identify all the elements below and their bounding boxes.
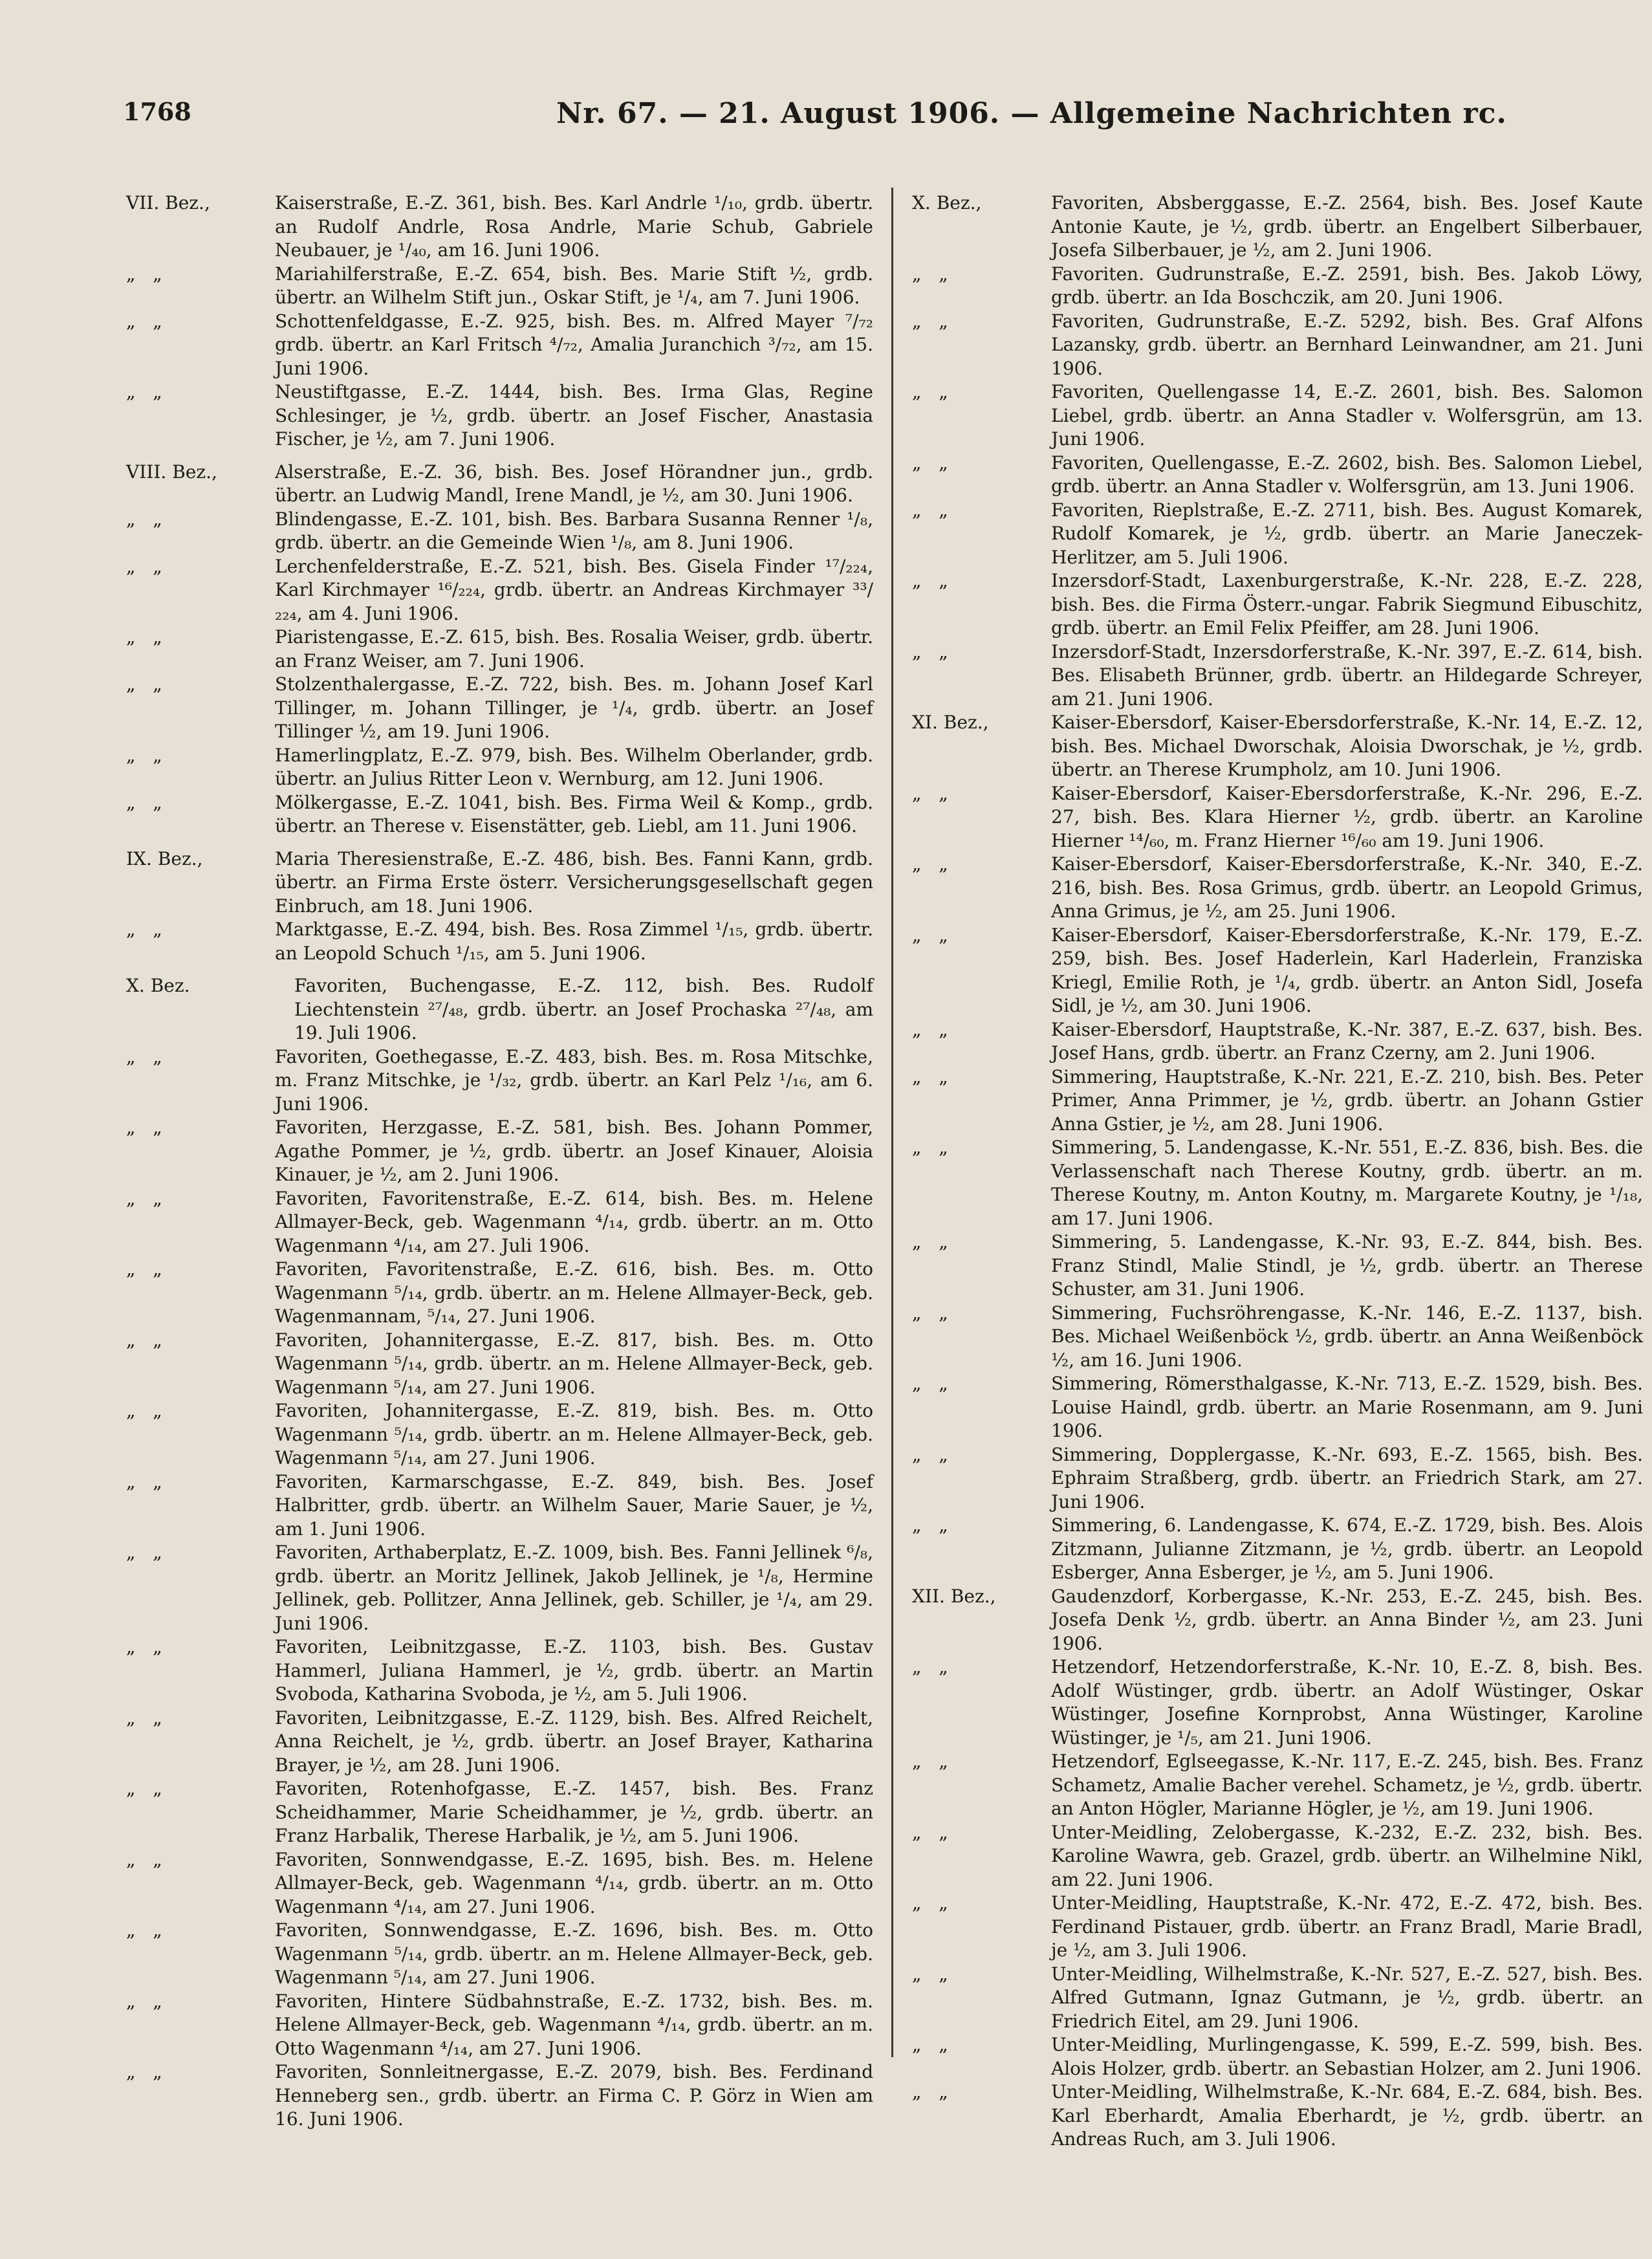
entry-text: Kaiser-Ebersdorf, Kaiser-Ebersdorferstraße, K.-Nr. 179, E.-Z. 259, bish. Bes. Josef Haderlein, Karl Haderlein, Franziska Kriegl, Emilie Roth, je ¹/₄, grdb. übertr. an Anton Sidl, Josefa Sidl, je ½, am 30. Juni 1906. (1051, 924, 1643, 1016)
register-entry (912, 1821, 1643, 1892)
entry-text: Favoriten, Rieplstraße, E.-Z. 2711, bish. Bes. August Komarek, Rudolf Komarek, je ½, grdb. übertr. an Marie Janeczek-Herlitzer, am 5. Juli 1906. (1051, 499, 1643, 568)
register-entry (912, 1655, 1643, 1750)
entry-text: Mölkergasse, E.-Z. 1041, bish. Bes. Firma Weil & Komp., grdb. übertr. an Therese v. Eisenstätter, geb. Liebl, am 11. Juni 1906. (275, 791, 873, 836)
register-entry (126, 626, 873, 673)
district-label: „ „ (126, 744, 162, 766)
entry-text: Hetzendorf, Eglseegasse, K.-Nr. 117, E.-Z. 245, bish. Bes. Franz Schametz, Amalie Bacher verehel. Schametz, je ½, grdb. übertr. an Anton Högler, Marianne Högler, je ½, am 19. Juni 1906. (1051, 1751, 1643, 1819)
district-label: „ „ (912, 1514, 948, 1536)
register-entry (126, 918, 873, 965)
district-label: „ „ (912, 1963, 948, 1985)
register-entry (126, 2060, 873, 2132)
entry-text: Marktgasse, E.-Z. 494, bish. Bes. Rosa Zimmel ¹/₁₅, grdb. übertr. an Leopold Schuch ¹/₁₅, am 5. Juni 1906. (275, 919, 873, 964)
left-column (126, 191, 873, 2132)
district-label: „ „ (912, 1656, 948, 1677)
register-entry (126, 1541, 873, 1635)
entry-text: Favoriten, Goethegasse, E.-Z. 483, bish. Bes. m. Rosa Mitschke, m. Franz Mitschke, je ¹/₃₂, grdb. übertr. an Karl Pelz ¹/₁₆, am 6. Juni 1906. (275, 1045, 873, 1115)
entry-text: Neustiftgasse, E.-Z. 1444, bish. Bes. Irma Glas, Regine Schlesinger, je ½, grdb. übertr. an Josef Fischer, Anastasia Fischer, je ½, am 7. Juni 1906. (275, 381, 873, 450)
entry-text: Favoriten, Buchengasse, E.-Z. 112, bish. Bes. Rudolf Liechtenstein ²⁷/₄₈, grdb. übertr. an Josef Prochaska ²⁷/₄₈, am 19. Juli 1906. (294, 975, 873, 1043)
entry-text: Simmering, 5. Landengasse, K.-Nr. 93, E.-Z. 844, bish. Bes. Franz Stindl, Malie Stindl, je ½, grdb. übertr. an Therese Schuster, am 31. Juni 1906. (1051, 1231, 1643, 1300)
entry-text: Simmering, Dopplergasse, K.-Nr. 693, E.-Z. 1565, bish. Bes. Ephraim Straßberg, grdb. übertr. an Friedrich Stark, am 27. Juni 1906. (1051, 1443, 1643, 1512)
district-label: „ „ (912, 782, 948, 804)
register-entry (912, 1136, 1643, 1230)
register-entry (126, 1777, 873, 1848)
entry-text: Hetzendorf, Hetzendorferstraße, K.-Nr. 10, E.-Z. 8, bish. Bes. Adolf Wüstinger, grdb. übertr. an Adolf Wüstinger, Oskar Wüstinger, Josefine Kornprobst, Anna Wüstinger, Karoline Wüstinger, je ¹/₅, am 21. Juni 1906. (1051, 1656, 1643, 1749)
district-label: XII. Bez., (912, 1585, 996, 1607)
district-label: IX. Bez., (126, 847, 203, 869)
page-number: 1768 (123, 97, 191, 126)
entry-text: Blindengasse, E.-Z. 101, bish. Bes. Barbara Susanna Renner ¹/₈, grdb. übertr. an die Gemeinde Wien ¹/₈, am 8. Juni 1906. (275, 508, 873, 553)
entry-text: Inzersdorf-Stadt, Inzersdorferstraße, K.-Nr. 397, E.-Z. 614, bish. Bes. Elisabeth Brünner, grdb. übertr. an Hildegarde Schreyer, am 21. Juni 1906. (1051, 640, 1643, 710)
register-entry (912, 191, 1643, 263)
district-label: „ „ (912, 1018, 948, 1040)
district-label: „ „ (126, 1470, 162, 1492)
register-entry (912, 640, 1643, 712)
district-label: „ „ (126, 1542, 162, 1563)
entry-text: Mariahilferstraße, E.-Z. 654, bish. Bes. Marie Stift ½, grdb. übertr. an Wilhelm Stift jun., Oskar Stift, je ¹/₄, am 7. Juni 1906. (275, 263, 873, 308)
entry-text: Favoriten, Karmarschgasse, E.-Z. 849, bish. Bes. Josef Halbritter, grdb. übertr. an Wilhelm Sauer, Marie Sauer, je ½, am 1. Juni 1906. (275, 1470, 873, 1540)
district-label: „ „ (912, 2034, 948, 2055)
register-entry (126, 974, 873, 1045)
entry-text: Favoriten, Leibnitzgasse, E.-Z. 1129, bish. Bes. Alfred Reichelt, Anna Reichelt, je ½, grdb. übertr. an Josef Brayer, Katharina Brayer, je ½, am 28. Juni 1906. (275, 1707, 873, 1776)
entry-text: Favoriten, Johannitergasse, E.-Z. 817, bish. Bes. m. Otto Wagenmann ⁵/₁₄, grdb. übertr. an m. Helene Allmayer-Beck, geb. Wagenmann ⁵/₁₄, am 27. Juni 1906. (275, 1329, 873, 1398)
entry-text: Favoriten, Favoritenstraße, E.-Z. 614, bish. Bes. m. Helene Allmayer-Beck, geb. Wagenmann ⁴/₁₄, grdb. übertr. an m. Otto Wagenmann ⁴/₁₄, am 27. Juli 1906. (275, 1187, 873, 1256)
entry-text: Favoriten, Rotenhofgasse, E.-Z. 1457, bish. Bes. Franz Scheidhammer, Marie Scheidhammer, je ½, grdb. übertr. an Franz Harbalik, Therese Harbalik, je ½, am 5. Juni 1906. (275, 1778, 873, 1846)
entry-text: Piaristengasse, E.-Z. 615, bish. Bes. Rosalia Weiser, grdb. übertr. an Franz Weiser, am 7. Juni 1906. (275, 626, 873, 671)
register-entry (126, 1329, 873, 1400)
district-label: X. Bez., (912, 192, 982, 213)
register-entry (126, 1919, 873, 1990)
district-label: „ „ (912, 1137, 948, 1158)
section-gap (126, 965, 873, 974)
register-entry (912, 1302, 1643, 1373)
register-entry (912, 310, 1643, 381)
entry-text: Favoriten. Gudrunstraße, E.-Z. 2591, bish. Bes. Jakob Löwy, grdb. übertr. an Ida Boschczik, am 20. Juni 1906. (1051, 263, 1643, 308)
district-label: „ „ (126, 1990, 162, 2012)
register-entry (126, 380, 873, 452)
entry-text: Favoriten, Sonnleitnergasse, E.-Z. 2079, bish. Bes. Ferdinand Henneberg sen., grdb. übertr. an Firma C. P. Görz in Wien am 16. Juni 1906. (275, 2061, 873, 2130)
running-title: Nr. 67. — 21. August 1906. — Allgemeine Nachrichten rc. (556, 97, 1507, 130)
register-entry (126, 1707, 873, 1778)
district-label: „ „ (126, 1117, 162, 1138)
entry-text: Gaudenzdorf, Korbergasse, K.-Nr. 253, E.-Z. 245, bish. Bes. Josefa Denk ½, grdb. übertr. an Anna Binder ½, am 23. Juni 1906. (1051, 1585, 1643, 1654)
district-label: „ „ (126, 310, 162, 332)
district-label: „ „ (126, 1848, 162, 1870)
district-label: „ „ (126, 1329, 162, 1351)
register-entry (126, 1258, 873, 1329)
entry-text: Unter-Meidling, Wilhelmstraße, K.-Nr. 527, E.-Z. 527, bish. Bes. Alfred Gutmann, Ignaz Gutmann, je ½, grdb. übertr. an Friedrich Eitel, am 29. Juni 1906. (1051, 1963, 1643, 2032)
register-entry (912, 1372, 1643, 1443)
district-label: „ „ (126, 919, 162, 940)
register-entry (912, 2080, 1643, 2152)
district-label: „ „ (126, 1636, 162, 1657)
register-entry (912, 452, 1643, 499)
district-label: „ „ (126, 1707, 162, 1729)
district-label: „ „ (912, 310, 948, 332)
district-label: „ „ (912, 1065, 948, 1087)
register-entry (912, 1230, 1643, 1302)
register-entry (126, 1187, 873, 1258)
register-entry (912, 1750, 1643, 1821)
register-entry (912, 2033, 1643, 2080)
register-entry (126, 461, 873, 508)
entry-text: Simmering, Hauptstraße, K.-Nr. 221, E.-Z. 210, bish. Bes. Peter Primer, Anna Primmer, je ½, grdb. übertr. an Johann Gstier Anna Gstier, je ½, am 28. Juni 1906. (1051, 1065, 1643, 1135)
entry-text: Unter-Meidling, Wilhelmstraße, K.-Nr. 684, E.-Z. 684, bish. Bes. Karl Eberhardt, Amalia Eberhardt, je ½, grdb. übertr. an Andreas Ruch, am 3. Juli 1906. (1051, 2081, 1643, 2150)
district-label: VII. Bez., (126, 192, 210, 213)
district-label: „ „ (912, 381, 948, 402)
district-label: „ „ (126, 263, 162, 285)
entry-text: Inzersdorf-Stadt, Laxenburgerstraße, K.-Nr. 228, E.-Z. 228, bish. Bes. die Firma Österr.-ungar. Fabrik Siegmund Eibuschitz, grdb. übertr. an Emil Felix Pfeiffer, am 28. Juni 1906. (1051, 570, 1643, 638)
entry-text: Alserstraße, E.-Z. 36, bish. Bes. Josef Hörandner jun., grdb. übertr. an Ludwig Mandl, Irene Mandl, je ½, am 30. Juni 1906. (275, 461, 873, 506)
register-entry (126, 263, 873, 310)
entry-text: Favoriten, Johannitergasse, E.-Z. 819, bish. Bes. m. Otto Wagenmann ⁵/₁₄, grdb. übertr. an m. Helene Allmayer-Beck, geb. Wagenmann ⁵/₁₄, am 27. Juni 1906. (275, 1400, 873, 1468)
register-entry (126, 1045, 873, 1117)
entry-text: Unter-Meidling, Murlingengasse, K. 599, E.-Z. 599, bish. Bes. Alois Holzer, grdb. übertr. an Sebastian Holzer, am 2. Juni 1906. (1051, 2034, 1643, 2079)
entry-text: Favoriten, Quellengasse, E.-Z. 2602, bish. Bes. Salomon Liebel, grdb. übertr. an Anna Stadler v. Wolfersgrün, am 13. Juni 1906. (1051, 452, 1643, 497)
district-label: „ „ (912, 1443, 948, 1465)
column-divider (891, 188, 893, 2057)
entry-text: Schottenfeldgasse, E.-Z. 925, bish. Bes. m. Alfred Mayer ⁷/₇₂ grdb. übertr. an Karl Fritsch ⁴/₇₂, Amalia Juranchich ³/₇₂, am 15. Juni 1906. (275, 310, 873, 379)
register-entry (912, 1018, 1643, 1065)
district-label: „ „ (126, 2061, 162, 2082)
register-entry (912, 711, 1643, 782)
register-entry (912, 782, 1643, 853)
register-entry (912, 380, 1643, 452)
entry-text: Favoriten, Favoritenstraße, E.-Z. 616, bish. Bes. m. Otto Wagenmann ⁵/₁₄, grdb. übertr. an m. Helene Allmayer-Beck, geb. Wagenmannam, ⁵/₁₄, 27. Juni 1906. (275, 1258, 873, 1327)
register-entry (126, 744, 873, 791)
register-entry (126, 1848, 873, 1919)
district-label: „ „ (912, 570, 948, 591)
district-label: „ „ (912, 1821, 948, 1843)
entry-text: Lerchenfelderstraße, E.-Z. 521, bish. Bes. Gisela Finder ¹⁷/₂₂₄, Karl Kirchmayer ¹⁶/₂₂₄, grdb. übertr. an Andreas Kirchmayer ³³/₂₂₄, am 4. Juni 1906. (275, 555, 873, 624)
district-label: „ „ (912, 2081, 948, 2102)
district-label: „ „ (126, 381, 162, 402)
entry-text: Stolzenthalergasse, E.-Z. 722, bish. Bes. m. Johann Josef Karl Tillinger, m. Johann Tillinger, je ¹/₄, grdb. übertr. an Josef Tillinger ½, am 19. Juni 1906. (275, 673, 873, 742)
district-label: „ „ (126, 555, 162, 577)
district-label: „ „ (126, 1045, 162, 1067)
register-entry (126, 1990, 873, 2061)
entry-text: Simmering, 5. Landengasse, K.-Nr. 551, E.-Z. 836, bish. Bes. die Verlassenschaft nach Therese Koutny, grdb. übertr. an m. Therese Koutny, m. Anton Koutny, m. Margarete Koutny, je ¹/₁₈, am 17. Juni 1906. (1051, 1137, 1643, 1229)
entry-text: Favoriten, Hintere Südbahnstraße, E.-Z. 1732, bish. Bes. m. Helene Allmayer-Beck, geb. Wagenmann ⁴/₁₄, grdb. übertr. an m. Otto Wagenmann ⁴/₁₄, am 27. Juni 1906. (275, 1990, 873, 2059)
district-label: „ „ (912, 1751, 948, 1772)
entry-text: Unter-Meidling, Zelobergasse, K.-232, E.-Z. 232, bish. Bes. Karoline Wawra, geb. Grazel, grdb. übertr. an Wilhelmine Nikl, am 22. Juni 1906. (1051, 1821, 1643, 1890)
register-entry (126, 673, 873, 744)
register-entry (126, 310, 873, 381)
entry-text: Favoriten, Sonnwendgasse, E.-Z. 1696, bish. Bes. m. Otto Wagenmann ⁵/₁₄, grdb. übertr. an m. Helene Allmayer-Beck, geb. Wagenmann ⁵/₁₄, am 27. Juni 1906. (275, 1919, 873, 1988)
district-label: „ „ (126, 1919, 162, 1941)
entry-text: Favoriten, Sonnwendgasse, E.-Z. 1695, bish. Bes. m. Helene Allmayer-Beck, geb. Wagenmann ⁴/₁₄, grdb. übertr. an m. Otto Wagenmann ⁴/₁₄, am 27. Juni 1906. (275, 1848, 873, 1917)
register-entry (126, 191, 873, 263)
entry-text: Kaiser-Ebersdorf, Kaiser-Ebersdorferstraße, K.-Nr. 14, E.-Z. 12, bish. Bes. Michael Dworschak, Aloisia Dworschak, je ½, grdb. übertr. an Therese Krumpholz, am 10. Juni 1906. (1051, 712, 1643, 780)
register-entry (126, 791, 873, 838)
district-label: „ „ (126, 1187, 162, 1209)
district-label: „ „ (912, 924, 948, 946)
district-label: „ „ (912, 499, 948, 521)
district-label: X. Bez. (126, 975, 190, 996)
entry-text: Favoriten, Absberggasse, E.-Z. 2564, bish. Bes. Josef Kaute Antonie Kaute, je ½, grdb. übertr. an Engelbert Silberbauer, Josefa Silberbauer, je ½, am 2. Juni 1906. (1051, 192, 1643, 261)
entry-text: Simmering, Fuchsröhrengasse, K.-Nr. 146, E.-Z. 1137, bish. Bes. Michael Weißenböck ½, grdb. übertr. an Anna Weißenböck ½, am 16. Juni 1906. (1051, 1302, 1643, 1371)
entry-text: Favoriten, Quellengasse 14, E.-Z. 2601, bish. Bes. Salomon Liebel, grdb. übertr. an Anna Stadler v. Wolfersgrün, am 13. Juni 1906. (1051, 381, 1643, 450)
register-entry (126, 847, 873, 919)
district-label: VIII. Bez., (126, 461, 217, 483)
register-entry (126, 1399, 873, 1470)
register-entry (912, 1514, 1643, 1585)
register-entry (912, 263, 1643, 310)
district-label: „ „ (912, 640, 948, 662)
register-entry (912, 1963, 1643, 2034)
district-label: „ „ (126, 791, 162, 813)
district-label: „ „ (912, 1302, 948, 1324)
entry-text: Favoriten, Gudrunstraße, E.-Z. 5292, bish. Bes. Graf Alfons Lazansky, grdb. übertr. an Bernhard Leinwandner, am 21. Juni 1906. (1051, 310, 1643, 379)
page-header (0, 97, 1652, 149)
register-entry (912, 1585, 1643, 1656)
register-entry (126, 555, 873, 626)
district-label: „ „ (912, 853, 948, 875)
entry-text: Simmering, 6. Landengasse, K. 674, E.-Z. 1729, bish. Bes. Alois Zitzmann, Julianne Zitzmann, je ½, grdb. übertr. an Leopold Esberger, Anna Esberger, je ½, am 5. Juni 1906. (1051, 1514, 1643, 1583)
register-entry (126, 1470, 873, 1542)
register-entry (912, 1892, 1643, 1963)
district-label: „ „ (912, 452, 948, 474)
district-label: „ „ (126, 626, 162, 648)
register-entry (912, 569, 1643, 640)
register-entry (126, 1635, 873, 1707)
register-entry (912, 499, 1643, 570)
entry-text: Simmering, Römersthalgasse, K.-Nr. 713, E.-Z. 1529, bish. Bes. Louise Haindl, grdb. übertr. an Marie Rosenmann, am 9. Juni 1906. (1051, 1373, 1643, 1441)
entry-text: Maria Theresienstraße, E.-Z. 486, bish. Bes. Fanni Kann, grdb. übertr. an Firma Erste österr. Versicherungsgesellschaft gegen Einbruch, am 18. Juni 1906. (275, 847, 873, 917)
register-entry (912, 924, 1643, 1018)
district-label: „ „ (912, 1373, 948, 1394)
district-label: „ „ (126, 1778, 162, 1799)
register-entry (912, 853, 1643, 924)
entry-text: Kaiser-Ebersdorf, Hauptstraße, K.-Nr. 387, E.-Z. 637, bish. Bes. Josef Hans, grdb. übertr. an Franz Czerny, am 2. Juni 1906. (1051, 1018, 1643, 1064)
section-gap (126, 452, 873, 461)
district-label: „ „ (126, 673, 162, 695)
entry-text: Hamerlingplatz, E.-Z. 979, bish. Bes. Wilhelm Oberlander, grdb. übertr. an Julius Ritter Leon v. Wernburg, am 12. Juni 1906. (275, 744, 873, 789)
district-label: „ „ (126, 1400, 162, 1421)
district-label: „ „ (126, 1258, 162, 1280)
district-label: XI. Bez., (912, 712, 989, 733)
entry-text: Kaiser-Ebersdorf, Kaiser-Ebersdorferstraße, K.-Nr. 296, E.-Z. 27, bish. Bes. Klara Hierner ½, grdb. übertr. an Karoline Hierner ¹⁴/₆₀, m. Franz Hierner ¹⁶/₆₀ am 19. Juni 1906. (1051, 782, 1643, 851)
district-label: „ „ (912, 263, 948, 285)
right-column (912, 191, 1643, 2152)
section-gap (126, 838, 873, 847)
register-entry (126, 1116, 873, 1187)
entry-text: Unter-Meidling, Hauptstraße, K.-Nr. 472, E.-Z. 472, bish. Bes. Ferdinand Pistauer, grdb. übertr. an Franz Bradl, Marie Bradl, je ½, am 3. Juli 1906. (1051, 1892, 1643, 1961)
register-entry (126, 508, 873, 555)
entry-text: Favoriten, Arthaberplatz, E.-Z. 1009, bish. Bes. Fanni Jellinek ⁶/₈, grdb. übertr. an Moritz Jellinek, Jakob Jellinek, je ¹/₈, Hermine Jellinek, geb. Pollitzer, Anna Jellinek, geb. Schiller, je ¹/₄, am 29. Juni 1906. (275, 1542, 873, 1634)
district-label: „ „ (912, 1892, 948, 1914)
register-entry (912, 1443, 1643, 1514)
entry-text: Favoriten, Herzgasse, E.-Z. 581, bish. Bes. Johann Pommer, Agathe Pommer, je ½, grdb. übertr. an Josef Kinauer, Aloisia Kinauer, je ½, am 2. Juni 1906. (275, 1117, 873, 1185)
entry-text: Favoriten, Leibnitzgasse, E.-Z. 1103, bish. Bes. Gustav Hammerl, Juliana Hammerl, je ½, grdb. übertr. an Martin Svoboda, Katharina Svoboda, je ½, am 5. Juli 1906. (275, 1636, 873, 1705)
district-label: „ „ (912, 1231, 948, 1252)
register-entry (912, 1065, 1643, 1137)
entry-text: Kaiserstraße, E.-Z. 361, bish. Bes. Karl Andrle ¹/₁₀, grdb. übertr. an Rudolf Andrle, Rosa Andrle, Marie Schub, Gabriele Neubauer, je ¹/₄₀, am 16. Juni 1906. (275, 192, 873, 261)
district-label: „ „ (126, 508, 162, 530)
entry-text: Kaiser-Ebersdorf, Kaiser-Ebersdorferstraße, K.-Nr. 340, E.-Z. 216, bish. Bes. Rosa Grimus, grdb. übertr. an Leopold Grimus, Anna Grimus, je ½, am 25. Juni 1906. (1051, 853, 1643, 922)
